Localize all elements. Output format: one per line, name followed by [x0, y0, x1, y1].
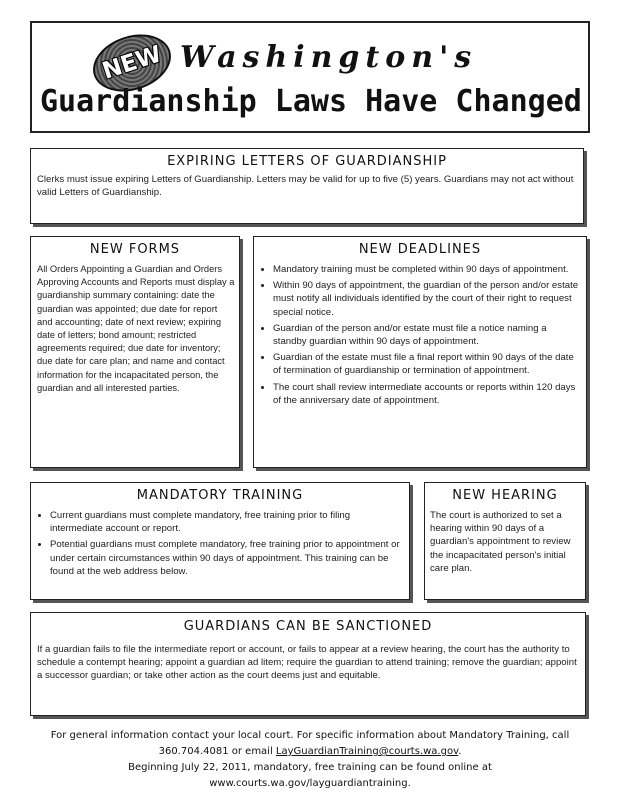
footer-phone: 360.704.4081 or email: [158, 746, 276, 757]
footer-email-suffix: .: [458, 746, 462, 757]
new-deadlines-section: [253, 236, 587, 468]
page-title: Guardianship Laws Have Changed: [40, 84, 582, 119]
sanctioned-text: If a guardian fails to file the intermediate report or account, or fails to appear at a review hearing, the court has the authority to schedule a contempt hearing; appoint a guardian ad litem; require the guardian to attend training; remove the guardian; appoint a successor guardian; or take other action as the court deems just and equitable.: [37, 644, 577, 682]
new-hearing-text: The court is authorized to set a hearing within 90 days of a guardian's appointment to review the incapacitated person's initial care plan.: [430, 510, 571, 574]
mandatory-training-section: [30, 482, 410, 600]
new-forms-text: All Orders Appointing a Guardian and Orders Approving Accounts and Reports must display a guardianship summary containing: date the guardian was appointed; due date for report and accounting; date of next review; expiring date of letters; bond amount; restricted agreements required; due date for inventory; due date for care plan; and name and contact information for the incapacitated person, the guardian and all interested parties.: [37, 264, 235, 393]
new-hearing-section: [424, 482, 586, 600]
list-item: • Current guardians must complete mandatory, free training prior to filing intermediate account or report.: [50, 509, 403, 535]
list-item: • Potential guardians must complete mandatory, free training prior to appointment or under certain circumstances within 90 days of appointment. This training can be found at the web address below.: [50, 538, 403, 578]
footer: [28, 728, 592, 792]
list-item: • Mandatory training must be completed within 90 days of appointment.: [273, 263, 580, 276]
footer-line-general: For general information contact your local court. For specific information about Mandatory Training, call: [50, 730, 570, 741]
new-badge-label: NEW: [99, 41, 165, 85]
mandatory-training-list: [37, 509, 403, 581]
new-deadlines-heading: NEW DEADLINES: [358, 242, 482, 257]
footer-line-contact: [28, 744, 592, 760]
expiring-letters-heading: EXPIRING LETTERS OF GUARDIANSHIP: [167, 154, 447, 169]
mandatory-training-heading: MANDATORY TRAINING: [136, 488, 304, 503]
footer-email-link[interactable]: LayGuardianTraining@courts.wa.gov: [275, 746, 459, 757]
list-item: • Guardian of the person and/or estate must file a notice naming a standby guardian within 90 days of appointment.: [273, 322, 580, 348]
expiring-letters-text: Clerks must issue expiring Letters of Guardianship. Letters may be valid for up to five (5) years. Guardians may not act without valid Letters of Guardianship.: [37, 174, 574, 199]
new-forms-heading: NEW FORMS: [89, 242, 181, 257]
expiring-letters-section: [30, 148, 584, 224]
list-item: • Within 90 days of appointment, the guardian of the person and/or estate must notify all individuals identified by the court of their right to request special notice.: [273, 279, 580, 319]
list-item: • The court shall review intermediate accounts or reports within 120 days of the anniversary date of appointment.: [273, 381, 580, 407]
title-prefix: Washington's: [180, 40, 478, 75]
new-forms-section: [30, 236, 240, 468]
sanctioned-section: [30, 612, 586, 716]
list-item: • Guardian of the estate must file a final report within 90 days of the date of termination of guardianship or termination of appointment.: [273, 351, 580, 377]
new-deadlines-list: [260, 263, 580, 410]
new-hearing-heading: NEW HEARING: [452, 488, 558, 503]
sanctioned-heading: GUARDIANS CAN BE SANCTIONED: [183, 619, 433, 634]
footer-line-training: Beginning July 22, 2011, mandatory, free training can be found online at www.courts.wa.gov/layguardiantraining.: [128, 762, 492, 789]
